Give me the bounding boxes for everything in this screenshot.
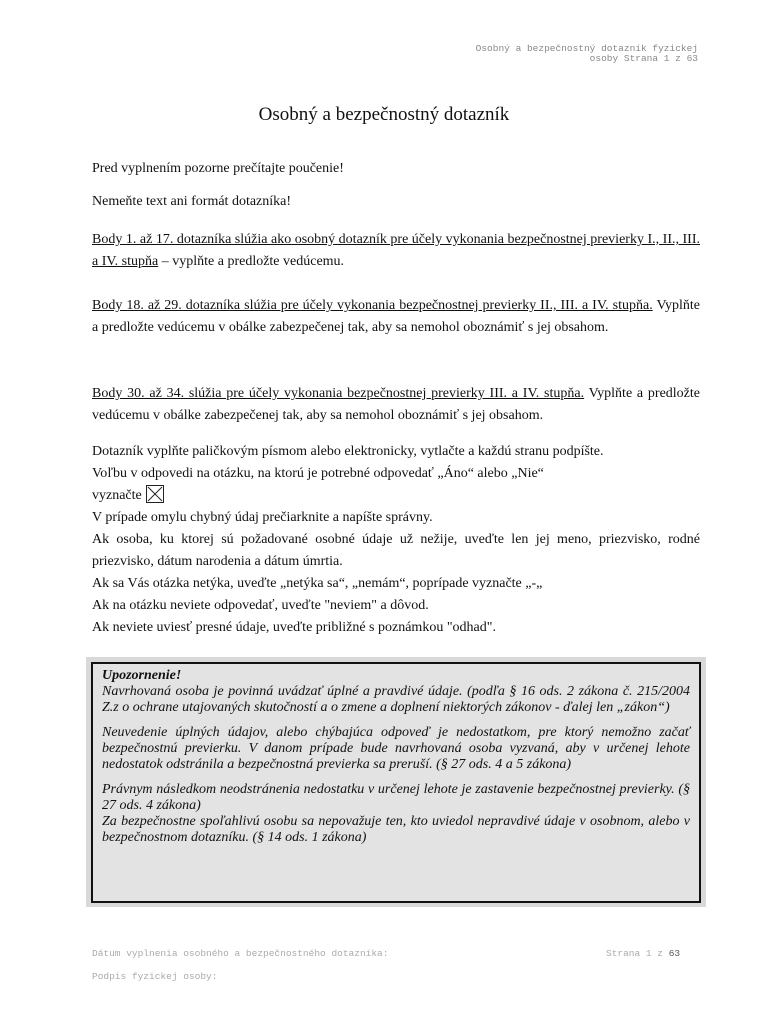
footer-page-total: 63 bbox=[668, 948, 681, 959]
instruction-line-1: Dotazník vyplňte paličkovým písmom alebo elektronicky, vytlačte a každú stranu podpíšte. bbox=[92, 444, 604, 459]
crossed-checkbox-icon bbox=[146, 485, 164, 503]
intro-line-1: Pred vyplnením pozorne prečítajte poučenie! bbox=[92, 161, 344, 176]
instruction-mark-label: vyznačte bbox=[92, 488, 142, 503]
instruction-line-8: Ak neviete uviesť presné údaje, uveďte približné s poznámkou "odhad". bbox=[92, 620, 496, 635]
section-3-rest: Vyplňte a predložte vedúcemu v obálke zabezpečenej tak, aby sa nemohol oboznámiť s jej obsahom. bbox=[92, 386, 700, 423]
section-2-underlined: Body 18. až 29. dotazníka slúžia pre účely vykonania bezpečnostnej previerky II., III. a IV. stupňa. bbox=[92, 298, 653, 313]
section-1-underlined: Body 1. až 17. dotazníka slúžia ako osobný dotazník pre účely vykonania bezpečnostnej previerky I., II., III. a IV. stupňa bbox=[92, 232, 700, 269]
section-1-rest: – vyplňte a predložte vedúcemu. bbox=[158, 254, 345, 269]
section-1-text bbox=[92, 229, 700, 273]
footer-signature-label: Podpis fyzickej osoby: bbox=[92, 971, 218, 982]
section-2-text bbox=[92, 295, 700, 339]
instruction-line-6: Ak sa Vás otázka netýka, uveďte „netýka sa“, „nemám“, poprípade vyznačte „-„ bbox=[92, 576, 543, 591]
instructions-block bbox=[92, 441, 700, 639]
section-2 bbox=[92, 295, 700, 339]
warning-paragraph-4: Za bezpečnostne spoľahlivú osobu sa nepovažuje ten, kto uviedol nepravdivé údaje v osobnom, alebo v bezpečnostnom dotazníku. (§ 14 ods. 1 zákona) bbox=[102, 814, 690, 845]
intro-block-2 bbox=[92, 191, 700, 213]
page-header bbox=[428, 44, 698, 64]
footer-page-number bbox=[606, 948, 680, 959]
header-line-2: osoby Strana 1 z 63 bbox=[589, 53, 698, 64]
warning-heading: Upozornenie! bbox=[102, 668, 182, 683]
intro-block bbox=[92, 158, 700, 180]
warning-paragraph-2: Neuvedenie úplných údajov, alebo chýbajúca odpoveď je nedostatkom, pre ktorý nemožno začať bezpečnostnú previerku. V danom prípade bude navrhovaná osoba vyzvaná, aby v určenej lehote nedostatok odstránila a bezpečnostná previerka sa preruší. (§ 27 ods. 4 a 5 zákona) bbox=[102, 725, 690, 772]
instruction-line-7: Ak na otázku neviete odpovedať, uveďte "neviem" a dôvod. bbox=[92, 598, 429, 613]
section-1 bbox=[92, 229, 700, 273]
footer-date-label: Dátum vyplnenia osobného a bezpečnostného dotazníka: bbox=[92, 948, 389, 959]
instruction-line-4: V prípade omylu chybný údaj prečiarknite a napíšte správny. bbox=[92, 510, 433, 525]
section-3 bbox=[92, 383, 700, 427]
warning-paragraph-3: Právnym následkom neodstránenia nedostatku v určenej lehote je zastavenie bezpečnostnej previerky. (§ 27 ods. 4 zákona) bbox=[102, 782, 690, 813]
warning-box bbox=[91, 662, 701, 903]
instruction-line-2: Voľbu v odpovedi na otázku, na ktorú je potrebné odpovedať „Áno“ alebo „Nie“ bbox=[92, 466, 544, 481]
warning-paragraph-1: Navrhovaná osoba je povinná uvádzať úplné a pravdivé údaje. (podľa § 16 ods. 2 zákona č. 215/2004 Z.z o ochrane utajovaných skutočností a o zmene a doplnení niektorých zákonov - ďalej len „zákon“) bbox=[102, 684, 690, 715]
document-title: Osobný a bezpečnostný dotazník bbox=[258, 104, 510, 125]
intro-line-2: Nemeňte text ani formát dotazníka! bbox=[92, 194, 292, 209]
header-line-1: Osobný a bezpečnostný dotazník fyzickej bbox=[475, 43, 698, 54]
instruction-line-3 bbox=[92, 485, 700, 507]
footer-page-label: Strana 1 z bbox=[606, 948, 669, 959]
section-3-text bbox=[92, 383, 700, 427]
instruction-line-5: Ak osoba, ku ktorej sú požadované osobné údaje už nežije, uveďte len jej meno, priezvisko, rodné priezvisko, dátum narodenia a dátum úmrtia. bbox=[92, 532, 700, 569]
section-2-rest: Vyplňte a predložte vedúcemu v obálke zabezpečenej tak, aby sa nemohol oboznámiť s jej obsahom. bbox=[92, 298, 700, 335]
section-3-underlined: Body 30. až 34. slúžia pre účely vykonania bezpečnostnej previerky III. a IV. stupňa. bbox=[92, 386, 585, 401]
